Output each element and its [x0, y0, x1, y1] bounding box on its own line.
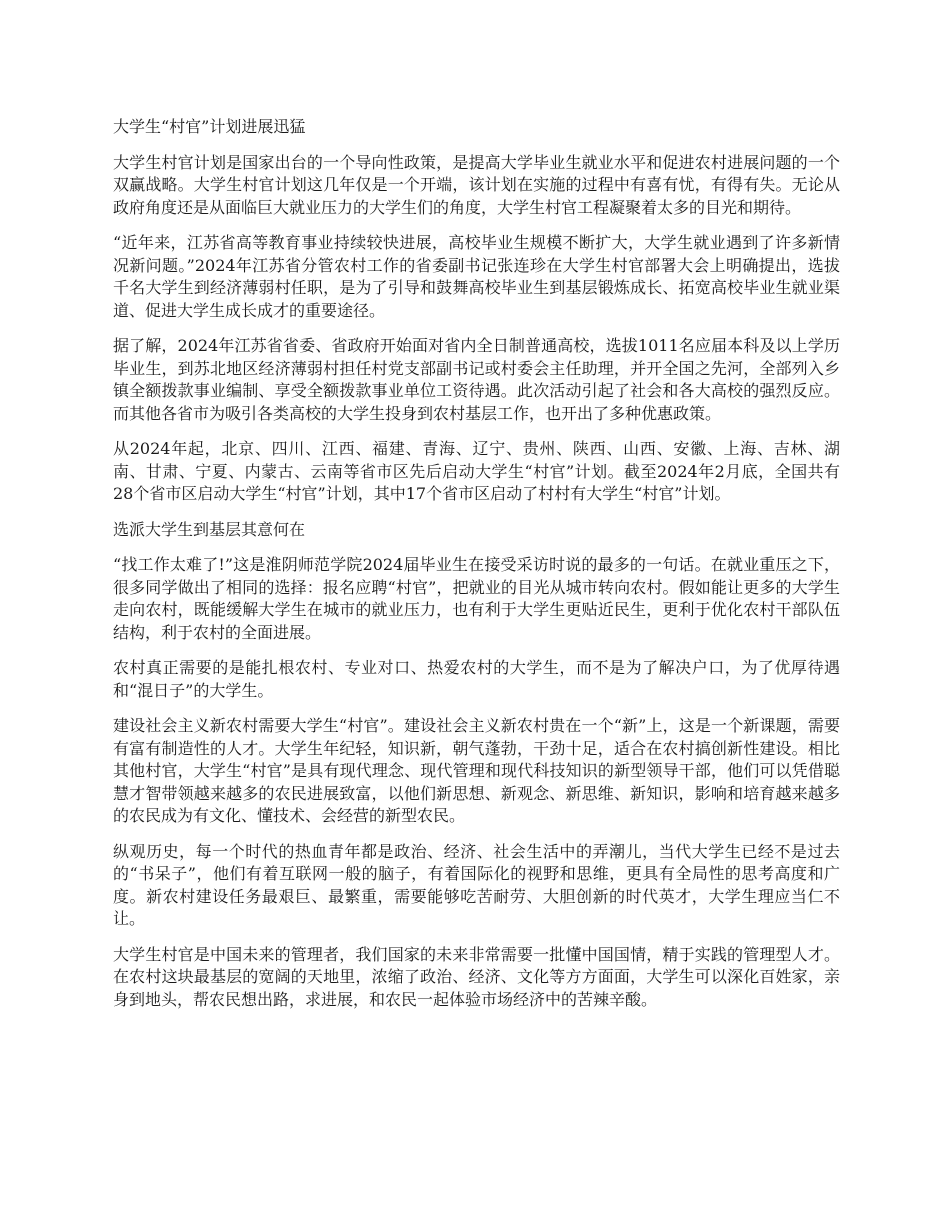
paragraph-3: 据了解，2024年江苏省省委、省政府开始面对省内全日制普通高校，选拔1011名应届本科及以上学历毕业生，到苏北地区经济薄弱村担任村党支部副书记或村委会主任助理，并开全国之先河，全部列入乡镇全额拨款事业编制、享受全额拨款事业单位工资待遇。此次活动引起了社会和各大高校的强烈反应。而其他各省市为吸引各类高校的大学生投身到农村基层工作，也开出了多种优惠政策。	[113, 336, 840, 423]
paragraph-2: “近年来，江苏省高等教育事业持续较快进展，高校毕业生规模不断扩大，大学生就业遇到了许多新情况新问题。”2024年江苏省分管农村工作的省委副书记张连珍在大学生村官部署大会上明确提出，选拔千名大学生到经济薄弱村任职，是为了引导和鼓舞高校毕业生到基层锻炼成长、拓宽高校毕业生就业渠道、促进大学生成长成才的重要途径。	[113, 233, 840, 320]
section-subtitle: 选派大学生到基层其意何在	[113, 519, 306, 539]
paragraph-5: “找工作太难了!”这是淮阴师范学院2024届毕业生在接受采访时说的最多的一句话。在就业重压之下，很多同学做出了相同的选择：报名应聘“村官”，把就业的目光从城市转向农村。假如能让更多的大学生走向农村，既能缓解大学生在城市的就业压力，也有利于大学生更贴近民生，更利于优化农村干部队伍结构，利于农村的全面进展。	[113, 555, 840, 642]
paragraph-1: 大学生村官计划是国家出台的一个导向性政策，是提高大学毕业生就业水平和促进农村进展问题的一个双赢战略。大学生村官计划这几年仅是一个开端，该计划在实施的过程中有喜有忧，有得有失。无论从政府角度还是从面临巨大就业压力的大学生们的角度，大学生村官工程凝聚着太多的目光和期待。	[113, 152, 840, 217]
paragraph-9: 大学生村官是中国未来的管理者，我们国家的未来非常需要一批懂中国国情，精于实践的管理型人才。在农村这块最基层的宽阔的天地里，浓缩了政治、经济、文化等方方面面，大学生可以深化百姓家，亲身到地头，帮农民想出路，求进展，和农民一起体验市场经济中的苦辣辛酸。	[113, 944, 840, 1009]
paragraph-6: 农村真正需要的是能扎根农村、专业对口、热爱农村的大学生，而不是为了解决户口，为了优厚待遇和“混日子”的大学生。	[113, 658, 840, 700]
article-title: 大学生“村官”计划进展迅猛	[113, 117, 306, 136]
paragraph-4: 从2024年起，北京、四川、江西、福建、青海、辽宁、贵州、陕西、山西、安徽、上海、吉林、湖南、甘肃、宁夏、内蒙古、云南等省市区先后启动大学生“村官”计划。截至2024年2月底，全国共有28个省市区启动大学生“村官”计划，其中17个省市区启动了村村有大学生“村官”计划。	[113, 439, 840, 503]
paragraph-8: 纵观历史，每一个时代的热血青年都是政治、经济、社会生活中的弄潮儿，当代大学生已经不是过去的“书呆子”，他们有着互联网一般的脑子，有着国际化的视野和思维，更具有全局性的思考高度和广度。新农村建设任务最艰巨、最繁重，需要能够吃苦耐劳、大胆创新的时代英才，大学生理应当仁不让。	[113, 841, 840, 928]
paragraph-7: 建设社会主义新农村需要大学生“村官”。建设社会主义新农村贵在一个“新”上，这是一个新课题，需要有富有制造性的人才。大学生年纪轻，知识新，朝气蓬勃，干劲十足，适合在农村搞创新性建设。相比其他村官，大学生“村官”是具有现代理念、现代管理和现代科技知识的新型领导干部，他们可以凭借聪慧才智带领越来越多的农民进展致富，以他们新思想、新观念、新思维、新知识，影响和培育越来越多的农民成为有文化、懂技术、会经营的新型农民。	[113, 716, 840, 825]
document-page	[113, 116, 840, 1024]
